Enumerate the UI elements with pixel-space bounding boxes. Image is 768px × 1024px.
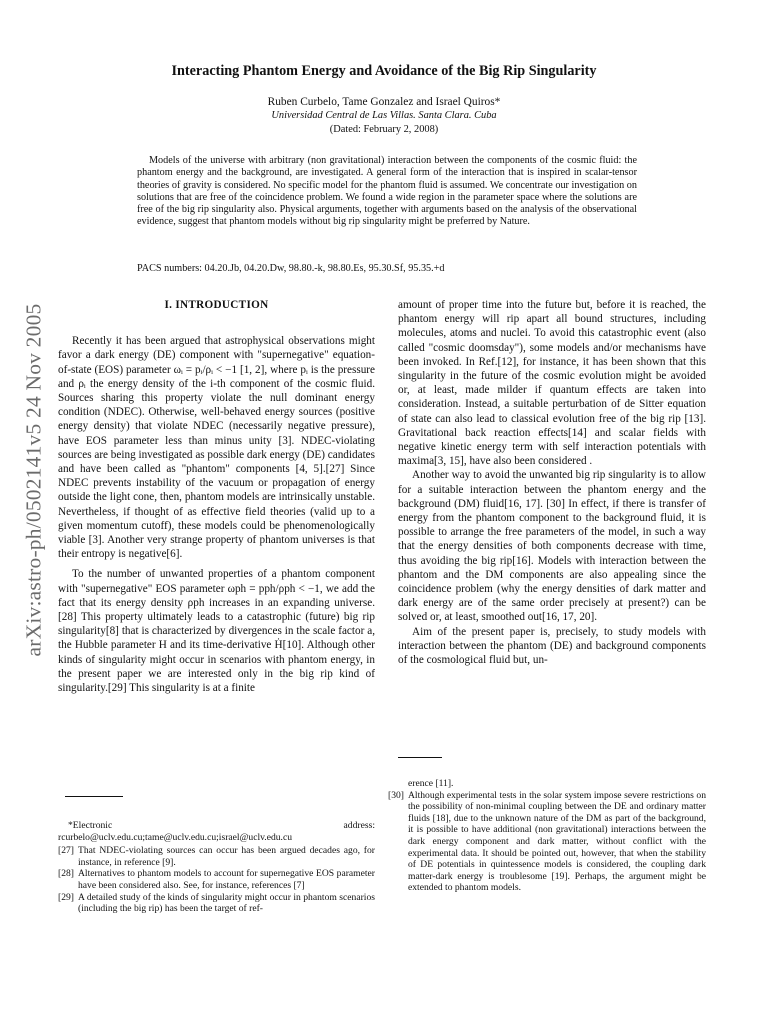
- date-line: (Dated: February 2, 2008): [329, 124, 439, 135]
- affiliation: Universidad Central de Las Villas. Santa Clara. Cuba: [271, 110, 497, 121]
- arxiv-identifier-stamp[interactable]: [14, 240, 54, 720]
- pacs-numbers: PACS numbers: 04.20.Jb, 04.20.Dw, 98.80.-k, 98.80.Es, 95.30.Sf, 95.35.+d: [137, 263, 445, 274]
- left-column: [58, 298, 375, 695]
- author-list: Ruben Curbelo, Tame Gonzalez and Israel Quiros*: [267, 96, 501, 108]
- footnote-text: A detailed study of the kinds of singularity might occur in phantom scenarios (including the big rip) has been the target of ref-: [78, 891, 375, 915]
- right-column: [398, 298, 706, 667]
- body-paragraph: amount of proper time into the future but, before it is reached, the phantom energy will rip apart all bound structures, including molecules, atoms and nuclei. To avoid this catastrophic event (also called "cosmic doomsday"), some models and/or mechanisms have been invoked. In Ref.[12], for instance, it has been shown that this singularity in the future of the cosmic evolution might be avoided or, at least, made milder if quantum effects are taken into consideration. Instead, a suitable perturbation of de Sitter equation of state can also lead to classical evolution free of the big rip [13]. Gravitational back reaction effects[14] and scalar fields with negative kinetic energy term with self interaction potentials with maxima[3, 15], have also been considered .: [398, 299, 706, 468]
- footnote-item: [388, 790, 706, 894]
- body-paragraph: To the number of unwanted properties of a phantom component with "supernegative" EOS parameter ωph = pph/ρph < −1, we add the fact that its energy density ρph increases in an expanding universe.[28] This property ultimately leads to a catastrophic (future) big rip singularity[8] that is characterized by divergences in the scale factor a, the Hubble parameter H and its time-derivative Ḣ[10]. Although other kinds of singularity might occur in scenarios with phantom energy, in the present paper we are interested only in the big rip kind of singularity.[29] This singularity is at a finite: [58, 568, 375, 695]
- section-heading: I. INTRODUCTION: [164, 299, 269, 311]
- body-paragraph: Aim of the present paper is, precisely, to study models with interaction between the phantom (DE) and background components of the cosmological fluid but, un-: [398, 625, 706, 667]
- footnote-continuation: erence [11].: [408, 778, 454, 789]
- footnotes-left: [58, 820, 375, 915]
- footnote-text: Although experimental tests in the solar system impose severe restrictions on the possibility of non-minimal coupling between the DE and ordinary matter fluids [18], due to the unknown nature of the DM as part of the background, it is possible to have additional (non gravitational) interactions between the dark energy component and dark matter, without conflict with the experimental data. It should be pointed out, however, that when the stability of DE potentials in quintessence models is considered, the coupling dark matter-dark energy is troublesome [19]. Perhaps, the argument might be extended to phantom models.: [408, 789, 706, 894]
- paper-title: Interacting Phantom Energy and Avoidance of the Big Rip Singularity: [171, 63, 597, 79]
- footnote-text: That NDEC-violating sources can occur has been argued decades ago, for instance, in reference [9].: [78, 845, 375, 868]
- footnote-number: [30]: [388, 789, 404, 801]
- footnote-number: [27]: [58, 845, 74, 857]
- footnote-number: [29]: [58, 891, 74, 903]
- email-footnote[interactable]: *Electronic address: rcurbelo@uclv.edu.cu;tame@uclv.edu.cu;israel@uclv.edu.cu: [58, 820, 375, 843]
- abstract: Models of the universe with arbitrary (non gravitational) interaction between the components of the cosmic fluid: the phantom energy and the background, are investigated. A general form of the interaction that is inspired in scalar-tensor theories of gravity is considered. No specific model for the phantom fluid is assumed. We concentrate our investigation on solutions that are free of the coincidence problem. We found a wide region in the parameter space where the solutions are free of the big rip singularity also. Physical arguments, together with arguments based on the analysis of the observational evidence, suggest that phantom models without big rip singularity might be preferred by Nature.: [137, 155, 637, 228]
- footnote-item: [58, 892, 375, 915]
- footnote-number: [28]: [58, 868, 74, 880]
- footnote-text: Alternatives to phantom models to account for supernegative EOS parameter have been considered also. See, for instance, references [7]: [78, 868, 375, 891]
- footnote-item: [58, 845, 375, 868]
- body-paragraph: Recently it has been argued that astrophysical observations might favor a dark energy (DE) component with "supernegative" equation-of-state (EOS) parameter ωᵢ = pᵢ/ρᵢ < −1 [1, 2], where pᵢ is the pressure and ρᵢ the energy density of the i-th component of the cosmic fluid. Sources sharing this property violate the null dominant energy condition (NDEC). Otherwise, well-behaved energy sources (positive energy density) that violate NDEC (necessarily negative pressure), have EOS parameter less than minus unity [3]. NDEC-violating sources are being investigated as possible dark energy (DE) candidates and have been called as "phantom" components [4, 5].[27] Since NDEC prevents instability of the vacuum or propagation of energy outside the light cone, then, phantom models are intrinsically unstable. Nevertheless, if thought of as effective field theories (valid up to a given momentum cutoff), these models could be phenomenologically viable [3]. Another very strange property of phantom universes is that their entropy is negative[6].: [58, 335, 375, 561]
- footnotes-right: [388, 778, 706, 894]
- body-paragraph: Another way to avoid the unwanted big rip singularity is to allow for a suitable interaction between the phantom energy and the background (DM) fluid[16, 17]. [30] In effect, if there is transfer of energy from the phantom component to the background fluid, it is possible to arrange the free parameters of the model, in such a way that the energy densities of both components decrease with time, thus avoiding the big rip[16]. Models with interaction between the phantom and the DM components are also appealing since the coincidence problem (why the energy densities of dark matter and dark energy are of the same order precisely at present?) can be solved or, at least, smoothed out[16, 17, 20].: [398, 469, 706, 624]
- footnote-rule: [398, 757, 442, 758]
- footnote-rule: [65, 796, 123, 797]
- arxiv-stamp-text: arXiv:astro-ph/0502141v5 24 Nov 2005: [21, 303, 46, 657]
- footnote-item: [58, 868, 375, 891]
